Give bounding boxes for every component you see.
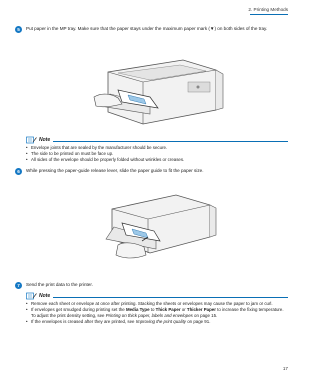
step-text: Send the print data to the printer.	[26, 282, 93, 287]
list-item	[26, 307, 288, 319]
note-pad-icon	[26, 292, 37, 300]
note-label: Note	[39, 293, 51, 299]
cross-reference-link[interactable]: Improving the print quality	[135, 318, 186, 324]
note-pad-icon	[26, 136, 37, 144]
setting-thick-paper: Thick Paper	[155, 306, 181, 312]
note-text: or	[180, 306, 187, 312]
page-number: 17	[282, 366, 288, 371]
note-list	[26, 145, 288, 163]
step-number-badge: 6	[15, 168, 22, 175]
step-number-badge: 7	[15, 282, 22, 289]
list-item: • Remove each sheet or envelope at once after printing. Stacking the sheets or envelopes may cause the paper to jam or curl.	[26, 301, 288, 307]
list-item: • The side to be printed on must be face up.	[26, 151, 288, 157]
note-list	[26, 301, 288, 325]
header-rule	[250, 14, 288, 15]
step-number-badge: 5	[15, 26, 22, 33]
note-text: to increase the fixing temperature. To adjust the print density setting, see	[31, 306, 284, 318]
note-block-1	[26, 136, 288, 163]
printer-mp-tray-illustration	[88, 42, 228, 132]
note-text: If envelopes get smudged during printing set the	[31, 306, 126, 312]
list-item	[26, 319, 288, 325]
note-rule	[53, 297, 288, 298]
step-7	[17, 282, 288, 288]
step-text: Put paper in the MP tray. Make sure that the paper stays under the maximum paper mark (▼) on both sides of the tray.	[26, 26, 268, 31]
note-text: If the envelopes is creased after they are printed, see	[31, 318, 136, 324]
note-rule	[53, 141, 288, 142]
paper-guide-illustration	[98, 181, 218, 271]
note-text: on page 91.	[186, 318, 211, 324]
setting-thicker-paper: Thicker Paper	[186, 306, 216, 312]
cross-reference-link[interactable]: Printing on thick paper, labels and envelopes	[105, 312, 193, 318]
list-item: • Envelope joints that are sealed by the manufacturer should be secure.	[26, 145, 288, 151]
step-text: While pressing the paper-guide release lever, slide the paper guide to fit the paper size.	[26, 168, 204, 173]
step-5	[17, 26, 288, 32]
note-text: on page 15.	[192, 312, 218, 318]
note-label: Note	[39, 137, 51, 143]
note-text: to	[149, 306, 156, 312]
step-6	[17, 168, 288, 174]
chapter-title: 2. Printing Methods	[248, 7, 288, 12]
note-block-2	[26, 292, 288, 325]
setting-media-type: Media Type	[125, 306, 150, 312]
list-item: • All sides of the envelope should be properly folded without wrinkles or creases.	[26, 157, 288, 163]
